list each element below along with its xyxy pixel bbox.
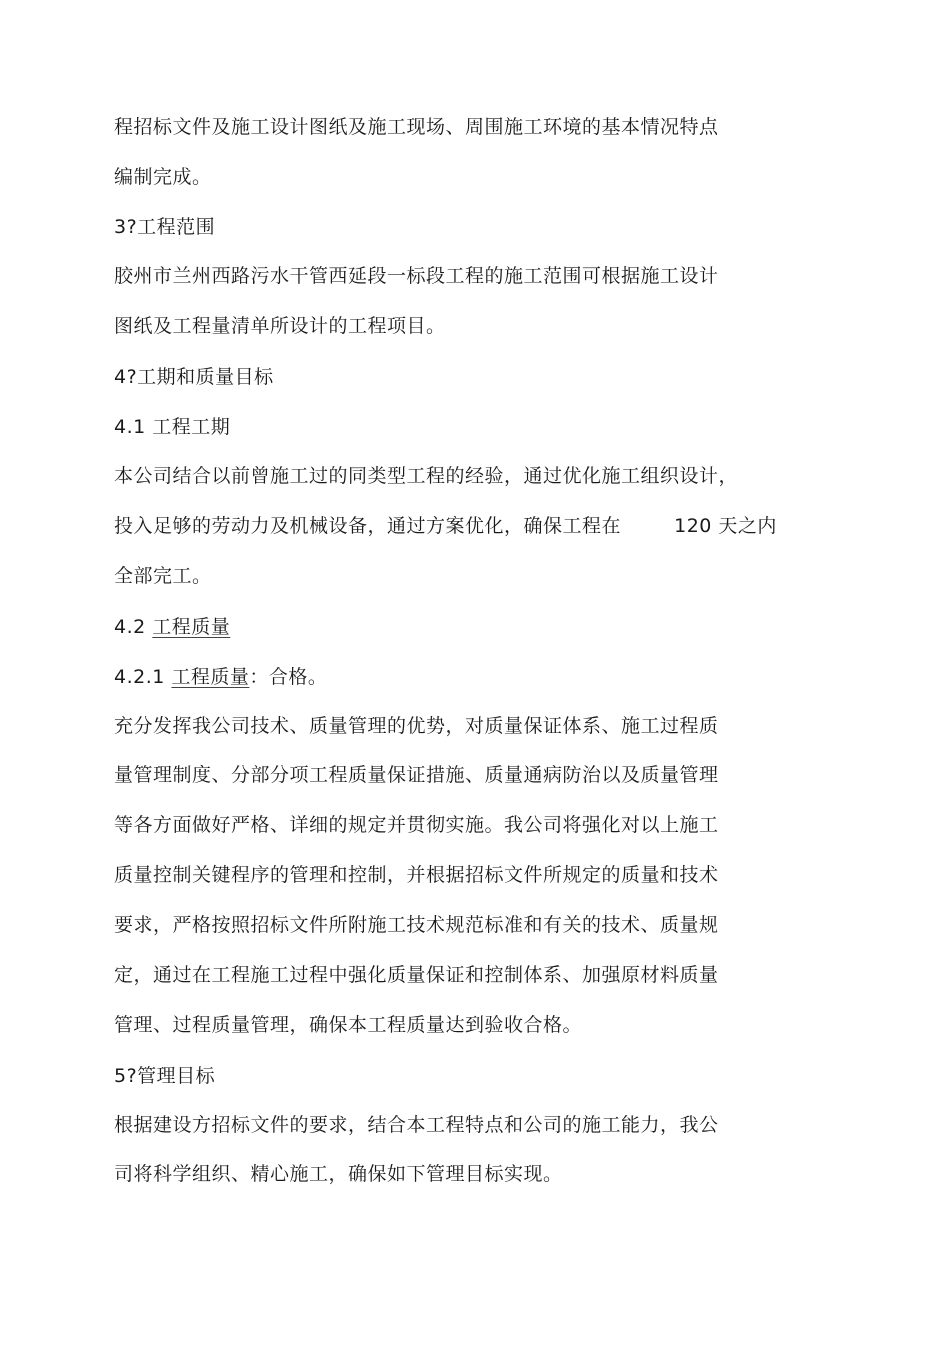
paragraph-line: 等各方面做好严格、详细的规定并贯彻实施。我公司将强化对以上施工	[114, 814, 719, 836]
heading-link-text: 工程质量	[171, 666, 250, 688]
paragraph-line: 胶州市兰州西路污水干管西延段一标段工程的施工范围可根据施工设计	[114, 265, 719, 287]
paragraph-line: 司将科学组织、精心施工，确保如下管理目标实现。	[114, 1163, 563, 1185]
paragraph-line: 编制完成。	[114, 166, 212, 188]
paragraph-line: 要求，严格按照招标文件所附施工技术规范标准和有关的技术、质量规	[114, 914, 719, 936]
paragraph-line: 质量控制关键程序的管理和控制，并根据招标文件所规定的质量和技术	[114, 864, 719, 886]
paragraph-line: 定，通过在工程施工过程中强化质量保证和控制体系、加强原材料质量	[114, 964, 719, 986]
section-heading: 3?工程范围	[114, 216, 216, 238]
heading-number: 4.2	[114, 616, 146, 638]
duration-text: 120 天之内	[674, 515, 777, 537]
subsection-heading	[114, 664, 327, 690]
subsection-heading	[114, 614, 230, 640]
section-heading: 4?工期和质量目标	[114, 366, 274, 388]
paragraph-line: 图纸及工程量清单所设计的工程项目。	[114, 315, 446, 337]
subsection-heading: 4.1 工程工期	[114, 416, 231, 438]
paragraph-line: 程招标文件及施工设计图纸及施工现场、周围施工环境的基本情况特点	[114, 116, 719, 138]
paragraph-line: 充分发挥我公司技术、质量管理的优势，对质量保证体系、施工过程质	[114, 715, 719, 737]
heading-value: ：合格。	[249, 666, 328, 688]
paragraph-line: 本公司结合以前曾施工过的同类型工程的经验，通过优化施工组织设计，	[114, 465, 739, 487]
paragraph-line: 量管理制度、分部分项工程质量保证措施、质量通病防治以及质量管理	[114, 764, 719, 786]
paragraph-line: 根据建设方招标文件的要求，结合本工程特点和公司的施工能力，我公	[114, 1114, 719, 1136]
heading-link-text: 工程质量	[152, 616, 231, 638]
line-text: 投入足够的劳动力及机械设备，通过方案优化，确保工程在	[114, 515, 622, 537]
paragraph-line: 管理、过程质量管理，确保本工程质量达到验收合格。	[114, 1014, 583, 1036]
paragraph-line: 全部完工。	[114, 565, 212, 587]
section-heading: 5?管理目标	[114, 1065, 216, 1087]
heading-number: 4.2.1	[114, 666, 165, 688]
paragraph-line	[114, 513, 777, 539]
